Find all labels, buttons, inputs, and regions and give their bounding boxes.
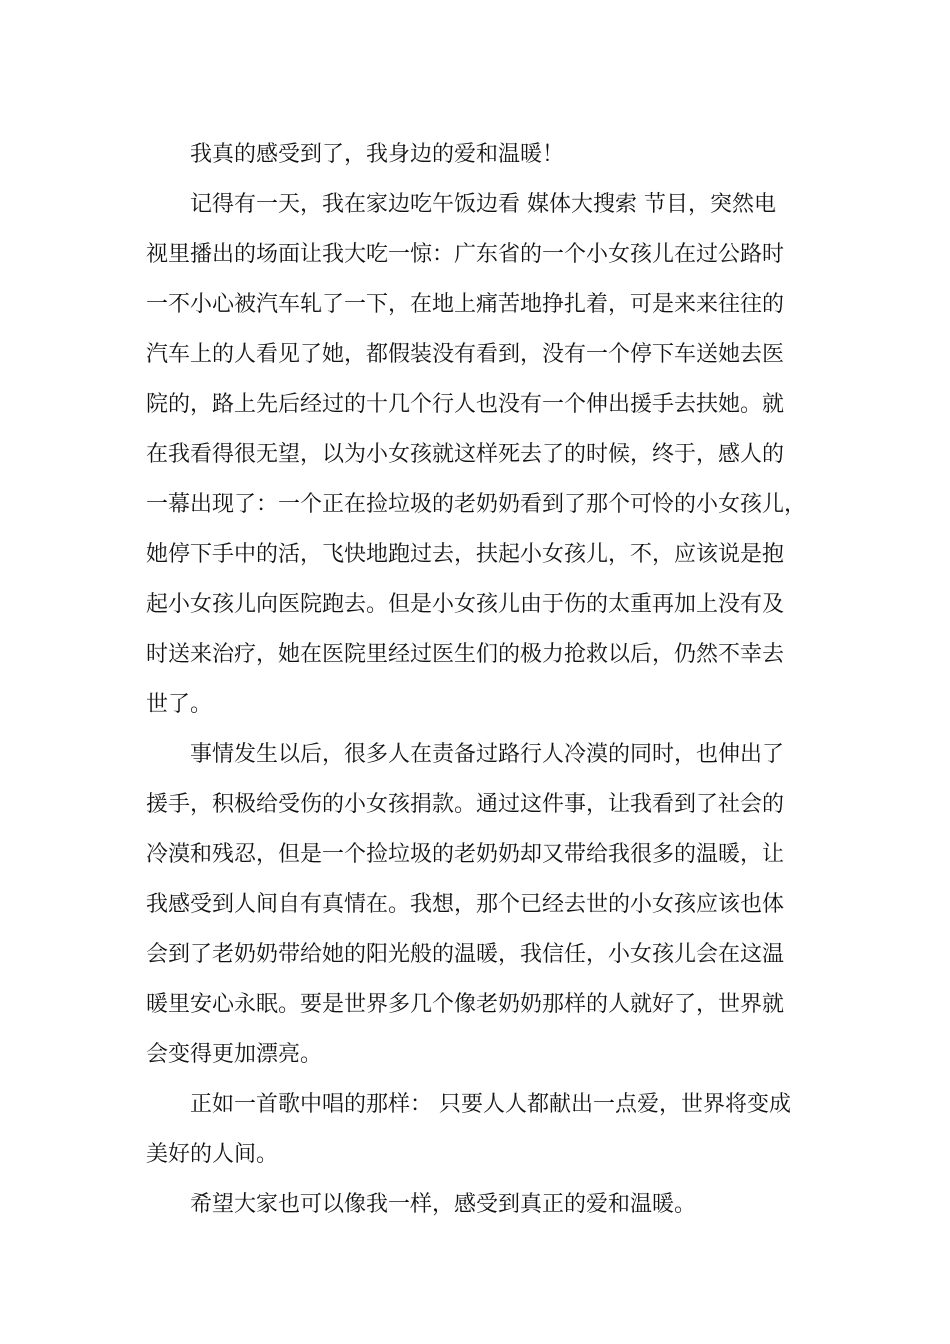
paragraph-1	[146, 130, 822, 180]
paragraph-line: 会到了老奶奶带给她的阳光般的温暖，我信任，小女孩儿会在这温	[146, 942, 785, 967]
paragraph-line: 记得有一天，我在家边吃午饭边看 媒体大搜索 节目，突然电	[190, 192, 776, 217]
paragraph-line: 世了。	[146, 692, 213, 717]
paragraph-line: 援手，积极给受伤的小女孩捐款。通过这件事，让我看到了社会的	[146, 792, 785, 817]
paragraph-line: 一不小心被汽车轧了一下，在地上痛苦地挣扎着，可是来来往往的	[146, 292, 785, 317]
document-body	[146, 130, 822, 1230]
paragraph-4	[146, 1080, 822, 1180]
paragraph-line: 视里播出的场面让我大吃一惊：广东省的一个小女孩儿在过公路时	[146, 242, 785, 267]
paragraph-line: 我感受到人间自有真情在。我想，那个已经去世的小女孩应该也体	[146, 892, 785, 917]
paragraph-line: 暖里安心永眠。要是世界多几个像老奶奶那样的人就好了，世界就	[146, 992, 785, 1017]
paragraph-line: 事情发生以后，很多人在责备过路行人冷漠的同时，也伸出了	[190, 742, 785, 767]
paragraph-line: 时送来治疗，她在医院里经过医生们的极力抢救以后，仍然不幸去	[146, 642, 785, 667]
paragraph-2	[146, 180, 822, 730]
paragraph-line: 会变得更加漂亮。	[146, 1042, 323, 1067]
paragraph-line: 院的，路上先后经过的十几个行人也没有一个伸出援手去扶她。就	[146, 392, 785, 417]
paragraph-5	[146, 1180, 822, 1230]
paragraph-line: 在我看得很无望，以为小女孩就这样死去了的时候，终于，感人的	[146, 442, 785, 467]
paragraph-line: 美好的人间。	[146, 1142, 279, 1167]
paragraph-3	[146, 730, 822, 1080]
paragraph-line: 正如一首歌中唱的那样： 只要人人都献出一点爱，世界将变成	[190, 1092, 791, 1117]
paragraph-line: 希望大家也可以像我一样，感受到真正的爱和温暖。	[190, 1192, 697, 1217]
paragraph-line: 起小女孩儿向医院跑去。但是小女孩儿由于伤的太重再加上没有及	[146, 592, 785, 617]
paragraph-line: 她停下手中的活，飞快地跑过去，扶起小女孩儿，不，应该说是抱	[146, 542, 785, 567]
paragraph-line: 我真的感受到了，我身边的爱和温暖！	[190, 142, 565, 167]
paragraph-line: 一幕出现了：一个正在捡垃圾的老奶奶看到了那个可怜的小女孩儿，	[146, 492, 807, 517]
paragraph-line: 冷漠和残忍，但是一个捡垃圾的老奶奶却又带给我很多的温暖，让	[146, 842, 785, 867]
paragraph-line: 汽车上的人看见了她，都假装没有看到，没有一个停下车送她去医	[146, 342, 785, 367]
